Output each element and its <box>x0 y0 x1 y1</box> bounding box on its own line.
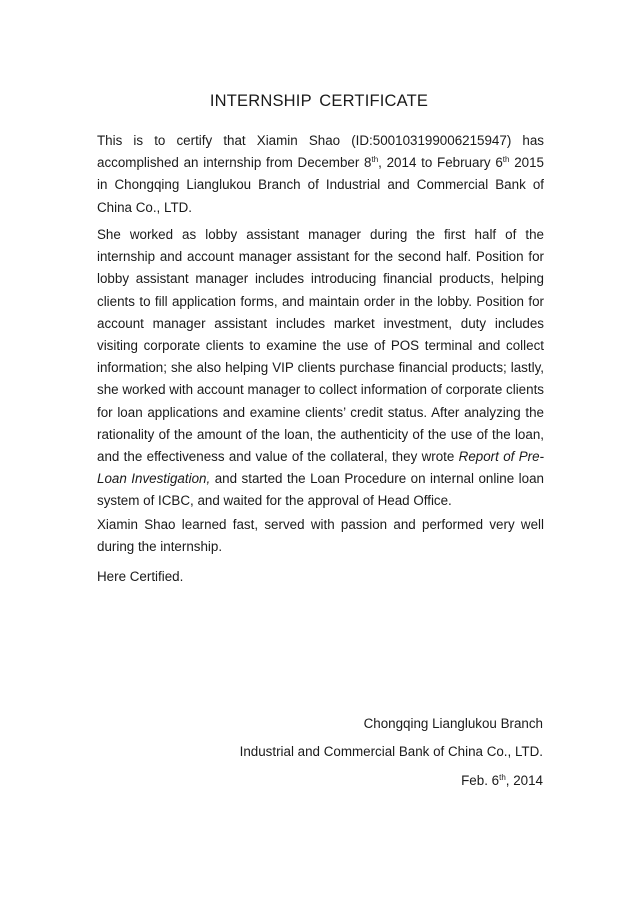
signature-date <box>461 773 543 788</box>
paragraph2-part2: and started the Loan Procedure on internal online loan system of ICBC, and waited for the approval of Head Office. <box>97 471 544 509</box>
date-suffix: , 2014 <box>505 773 543 788</box>
certification-paragraph <box>97 130 544 219</box>
date-prefix: Feb. 6 <box>461 773 500 788</box>
paragraph1-sup1: th <box>371 155 379 165</box>
paragraph1-part1: This is to certify that Xiamin Shao (ID:500103199006215947) has accomplished an internship from December 8 <box>97 133 544 171</box>
paragraph1-sup2: th <box>502 155 510 165</box>
duties-paragraph <box>97 224 544 513</box>
closing-line: Here Certified. <box>97 569 184 584</box>
date-sup: th <box>499 773 506 782</box>
paragraph1-part2: , 2014 to February 6 <box>378 155 503 171</box>
document-title: INTERNSHIP CERTIFICATE <box>209 92 429 110</box>
evaluation-paragraph: Xiamin Shao learned fast, served with passion and performed very well during the internship. <box>97 517 544 555</box>
paragraph2-part1: She worked as lobby assistant manager during the first half of the internship and account manager assistant for the second half. Position for lobby assistant manager includes introducing financial products, helping clients to fill application forms, and maintain order in the lobby. Position for account manager assistant includes market investment, duty includes visiting corporate clients to examine the use of POS terminal and collect information; she also helping VIP clients purchase financial products; lastly, she worked with account manager to collect information of corporate clients for loan applications and examine clients’ credit status. After analyzing the rationality of the amount of the loan, the authenticity of the use of the loan, and the effectiveness and value of the collateral, they wrote <box>97 227 544 465</box>
signature-branch: Chongqing Lianglukou Branch <box>363 716 543 731</box>
paragraph1-part3: 2015 in Chongqing Lianglukou Branch of Industrial and Commercial Bank of China Co., LTD. <box>97 155 544 215</box>
signature-bank: Industrial and Commercial Bank of China Co., LTD. <box>239 744 543 759</box>
report-title: Report of Pre-Loan Investigation, <box>97 449 544 487</box>
